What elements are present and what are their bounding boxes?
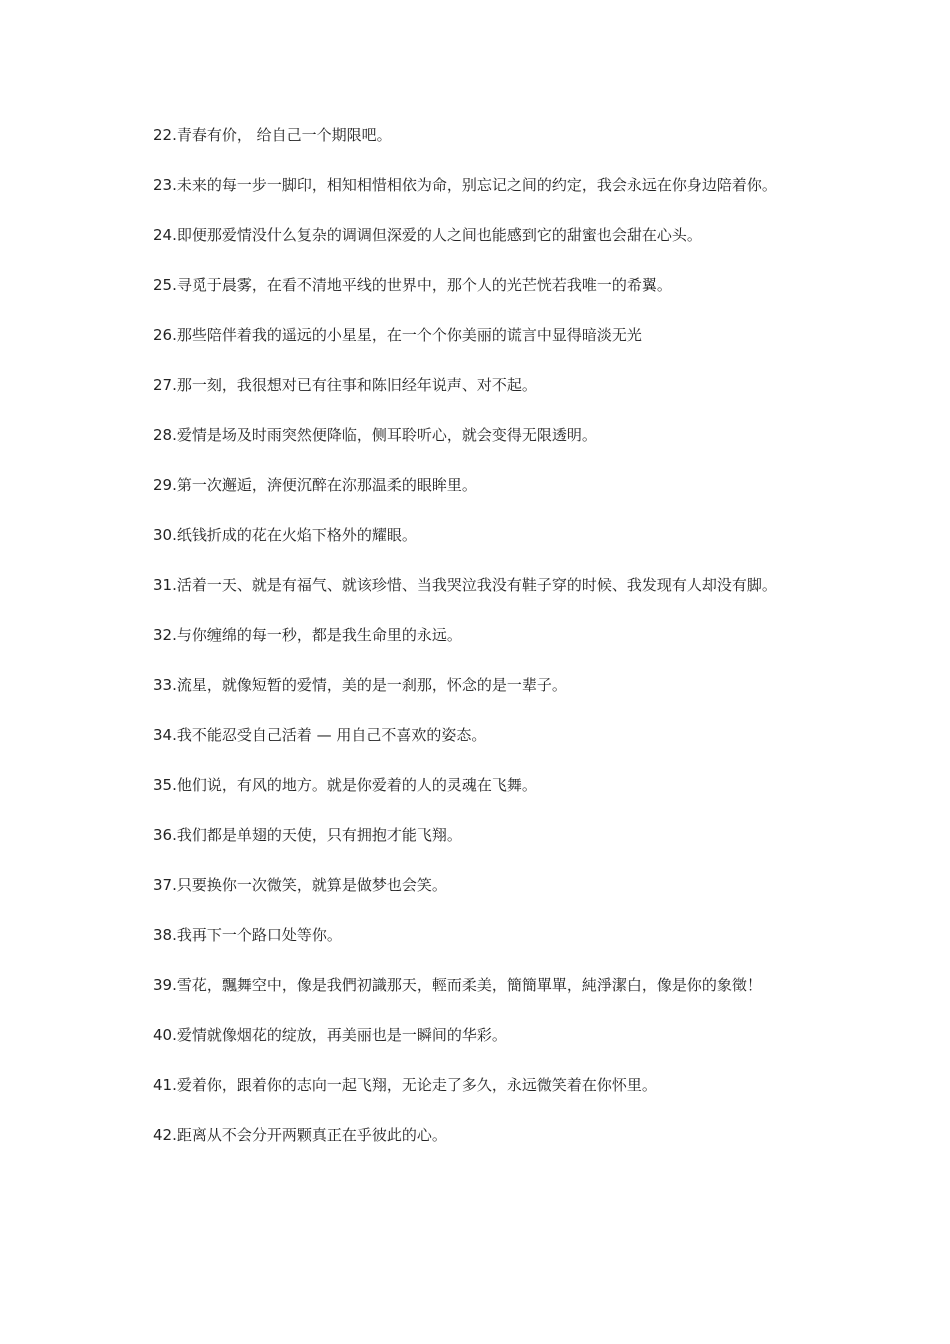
list-item: 36.我们都是单翅的天使，只有拥抱才能飞翔。: [153, 826, 462, 844]
list-item: 27.那一刻，我很想对已有往事和陈旧经年说声、对不起。: [153, 376, 537, 394]
list-item: 23.未来的每一步一脚印，相知相惜相依为命，别忘记之间的约定，我会永远在你身边陪着你。: [153, 176, 777, 194]
list-item: 38.我再下一个路口处等你。: [153, 926, 342, 944]
list-item: 39.雪花，飄舞空中，像是我們初識那天，輕而柔美，簡簡單單，純淨潔白，像是你的象徵！: [153, 976, 762, 994]
list-item: 42.距离从不会分开两颗真正在乎彼此的心。: [153, 1126, 447, 1144]
list-item: 22.青春有价， 给自己一个期限吧。: [153, 126, 392, 144]
list-item: 37.只要换你一次微笑，就算是做梦也会笑。: [153, 876, 447, 894]
list-item: 41.爱着你，跟着你的志向一起飞翔，无论走了多久，永远微笑着在你怀里。: [153, 1076, 657, 1094]
list-item: 30.纸钱折成的花在火焰下格外的耀眼。: [153, 526, 417, 544]
quote-list: [153, 123, 793, 1173]
list-item: 34.我不能忍受自己活着 — 用自己不喜欢的姿态。: [153, 726, 487, 744]
list-item: 25.寻觅于晨雾，在看不清地平线的世界中，那个人的光芒恍若我唯一的希翼。: [153, 276, 672, 294]
list-item: 35.他们说，有风的地方。就是你爱着的人的灵魂在飞舞。: [153, 776, 537, 794]
list-item: 28.爱情是场及时雨突然便降临，侧耳聆听心，就会变得无限透明。: [153, 426, 597, 444]
list-item: 26.那些陪伴着我的遥远的小星星，在一个个你美丽的谎言中显得暗淡无光: [153, 326, 642, 344]
list-item: 33.流星，就像短暂的爱情，美的是一刹那，怀念的是一辈子。: [153, 676, 567, 694]
list-item: 40.爱情就像烟花的绽放，再美丽也是一瞬间的华彩。: [153, 1026, 507, 1044]
list-item: 24.即便那爱情没什么复杂的调调但深爱的人之间也能感到它的甜蜜也会甜在心头。: [153, 226, 702, 244]
list-item: 29.第一次邂逅，渀便沉醉在沵那温柔的眼眸里。: [153, 476, 477, 494]
list-item: 31.活着一天、就是有福气、就该珍惜、当我哭泣我没有鞋子穿的时候、我发现有人却没有脚。: [153, 576, 777, 594]
list-item: 32.与你缠绵的每一秒，都是我生命里的永远。: [153, 626, 462, 644]
